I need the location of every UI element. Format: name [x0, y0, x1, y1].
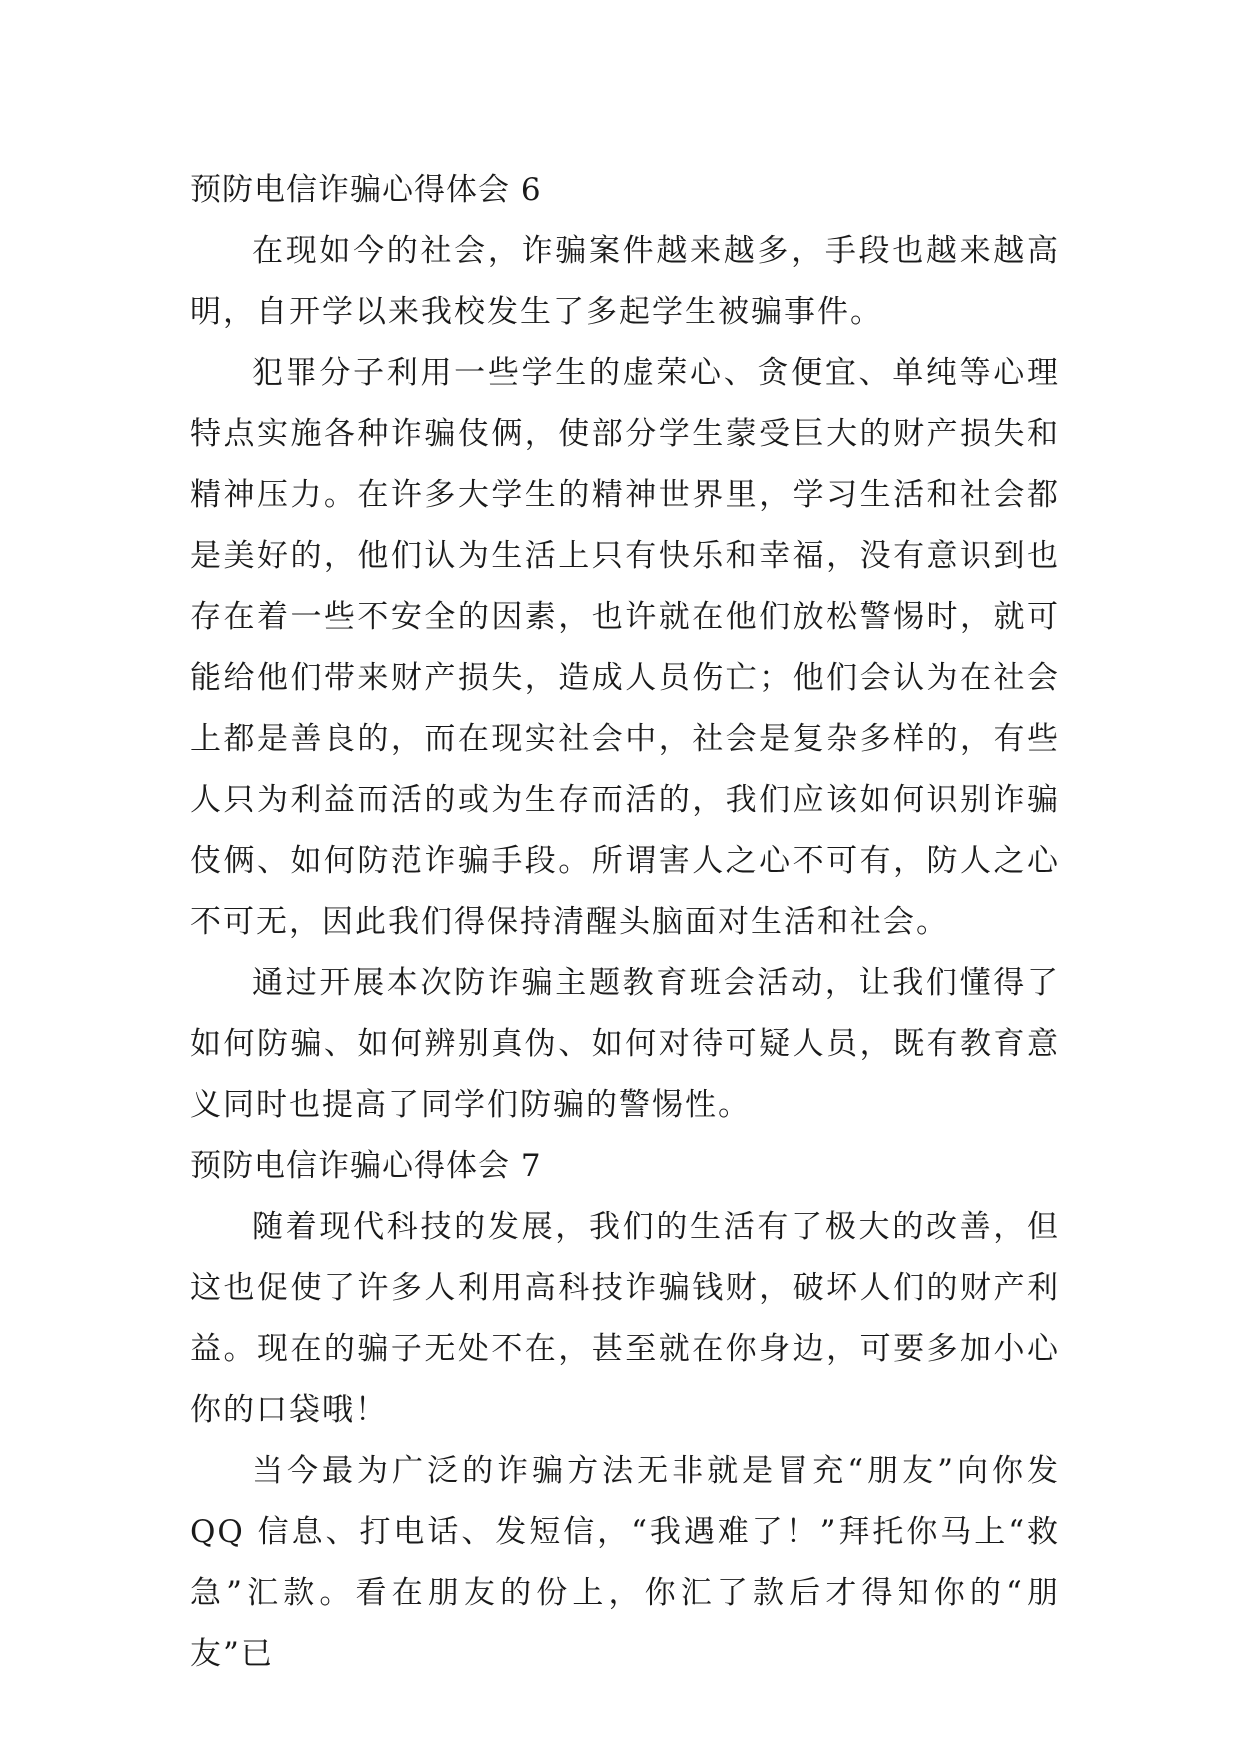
section-heading: 预防电信诈骗心得体会 6 — [190, 172, 542, 208]
paragraph: 犯罪分子利用一些学生的虚荣心、贪便宜、单纯等心理特点实施各种诈骗伎俩，使部分学生蒙受巨大的财产损失和精神压力。在许多大学生的精神世界里，学习生活和社会都是美好的，他们认为生活上只有快乐和幸福，没有意识到也存在着一些不安全的因素，也许就在他们放松警惕时，就可能给他们带来财产损失，造成人员伤亡；他们会认为在社会上都是善良的，而在现实社会中，社会是复杂多样的，有些人只为利益而活的或为生存而活的，我们应该如何识别诈骗伎俩、如何防范诈骗手段。所谓害人之心不可有，防人之心不可无，因此我们得保持清醒头脑面对生活和社会。 — [190, 355, 1060, 940]
paragraph: 随着现代科技的发展，我们的生活有了极大的改善，但这也促使了许多人利用高科技诈骗钱财，破坏人们的财产利益。现在的骗子无处不在，甚至就在你身边，可要多加小心你的口袋哦！ — [190, 1209, 1060, 1428]
section-heading: 预防电信诈骗心得体会 7 — [190, 1148, 542, 1184]
paragraph: 当今最为广泛的诈骗方法无非就是冒充“朋友”向你发QQ 信息、打电话、发短信，“我遇难了！”拜托你马上“救急”汇款。看在朋友的份上，你汇了款后才得知你的“朋友”已 — [190, 1453, 1060, 1672]
document-body — [190, 160, 1060, 1685]
paragraph: 通过开展本次防诈骗主题教育班会活动，让我们懂得了如何防骗、如何辨别真伪、如何对待可疑人员，既有教育意义同时也提高了同学们防骗的警惕性。 — [190, 965, 1060, 1123]
paragraph: 在现如今的社会，诈骗案件越来越多，手段也越来越高明，自开学以来我校发生了多起学生被骗事件。 — [190, 233, 1060, 330]
